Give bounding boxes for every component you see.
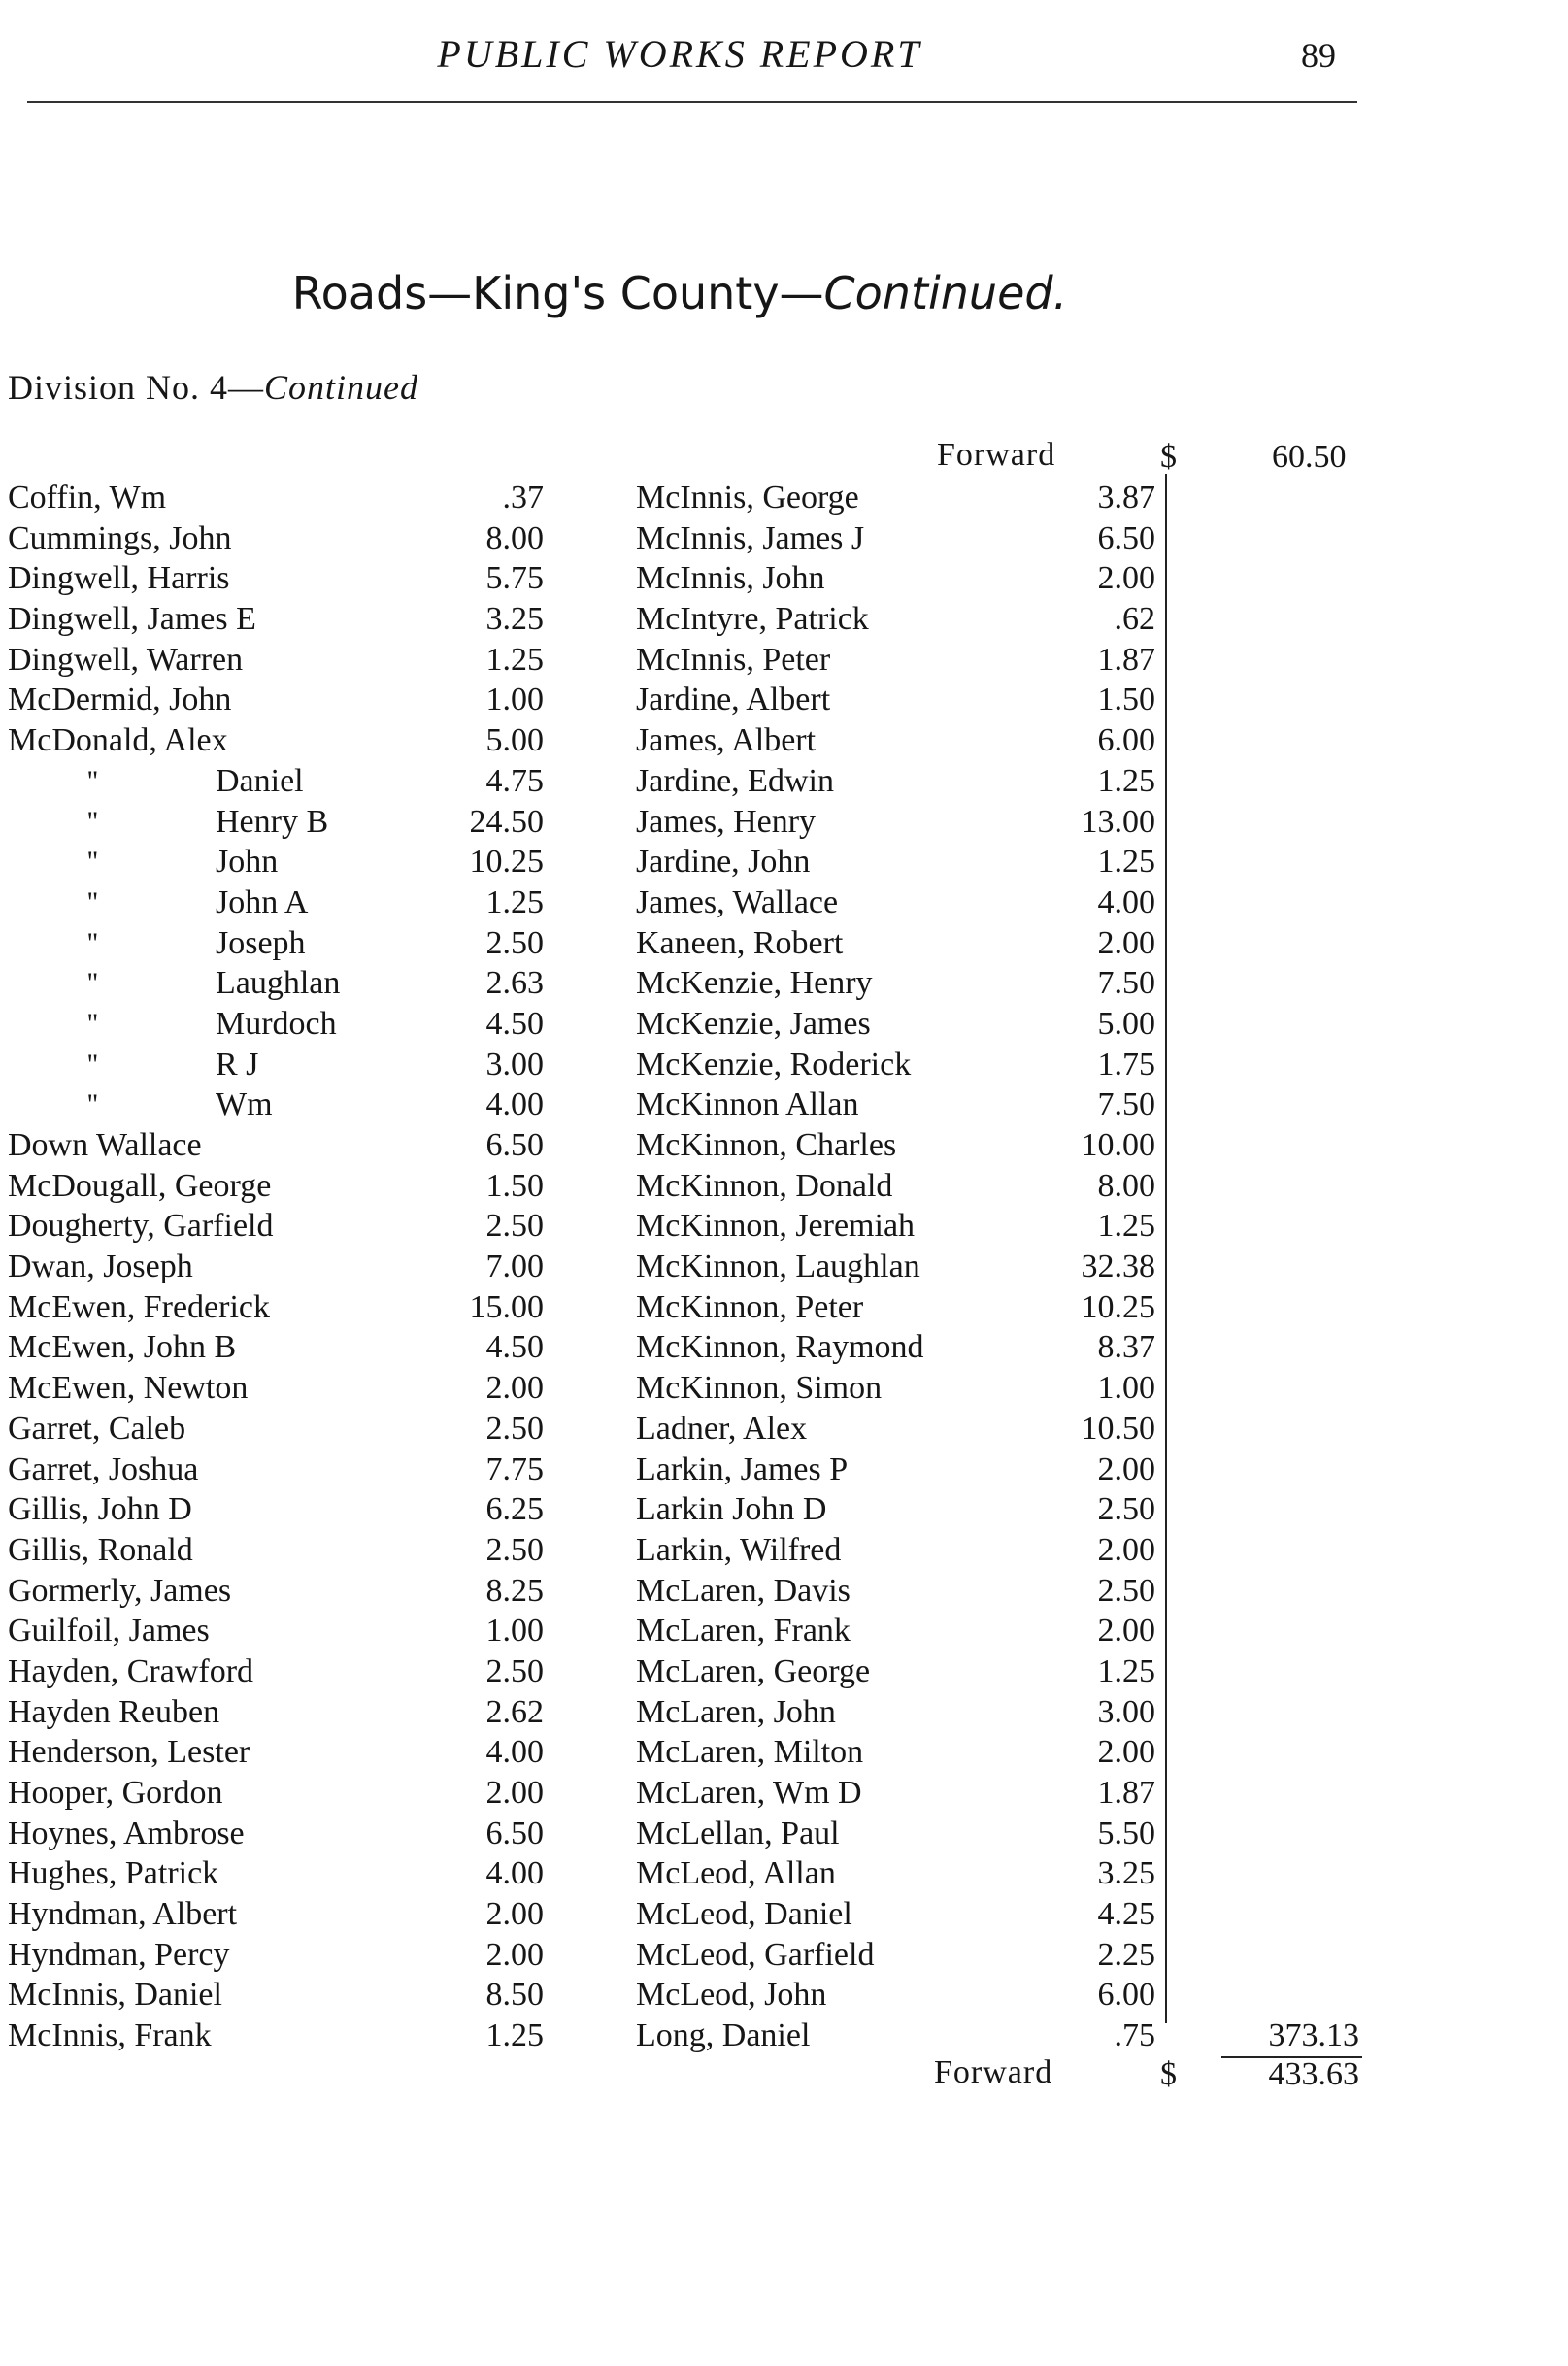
- right-entry-amount: 1.25: [1097, 1208, 1155, 1245]
- left-entry-name: Hayden Reuben: [8, 1693, 220, 1730]
- forward-bottom-dollar: $: [1160, 2056, 1177, 2092]
- right-entry-amount: 6.00: [1097, 1977, 1155, 2014]
- right-entry-name: Jardine, Edwin: [636, 762, 834, 799]
- right-entry-name: McInnis, James J: [636, 519, 865, 556]
- right-entry-amount: 1.25: [1097, 1652, 1155, 1689]
- left-entry-name: McEwen, Frederick: [8, 1288, 271, 1325]
- right-entry-amount: 4.00: [1097, 883, 1155, 920]
- left-entry-amount: 4.50: [485, 1329, 544, 1366]
- left-entry-amount: 1.25: [485, 883, 544, 920]
- right-entry-amount: 1.50: [1097, 682, 1155, 718]
- table-row: [0, 1975, 1359, 2016]
- right-entry-amount: 1.87: [1097, 641, 1155, 678]
- header-rule: [27, 101, 1357, 103]
- right-entry-amount: 5.50: [1097, 1815, 1155, 1851]
- table-row: [0, 478, 1359, 518]
- right-entry-name: McKinnon, Simon: [636, 1370, 883, 1407]
- right-entry-name: McLeod, Daniel: [636, 1896, 852, 1933]
- left-entry-amount: 8.50: [485, 1977, 544, 2014]
- left-entry-amount: .37: [502, 480, 544, 516]
- left-entry-name: Murdoch: [216, 1005, 337, 1042]
- left-entry-amount: 2.63: [485, 965, 544, 1002]
- left-entry-name: Daniel: [216, 762, 304, 799]
- right-entry-name: Larkin, Wilfred: [636, 1531, 842, 1568]
- right-entry-name: McKinnon, Donald: [636, 1167, 893, 1204]
- left-entry-name: Hooper, Gordon: [8, 1775, 223, 1811]
- right-entry-amount: 10.50: [1081, 1410, 1155, 1447]
- page-title-main: Roads—King's County—: [291, 267, 824, 319]
- table-row: [0, 1166, 1359, 1207]
- left-entry-name: Laughlan: [216, 965, 341, 1002]
- left-entry-name: McInnis, Daniel: [8, 1977, 222, 2014]
- left-entry-amount: 2.62: [485, 1693, 544, 1730]
- left-entry-name: Dingwell, James E: [8, 601, 256, 638]
- table-row: [0, 1814, 1359, 1854]
- table-row: [0, 1732, 1359, 1773]
- table-row: [0, 1327, 1359, 1368]
- left-entry-amount: 2.50: [485, 1410, 544, 1447]
- table-row: [0, 1894, 1359, 1935]
- right-entry-name: McKinnon, Laughlan: [636, 1249, 920, 1285]
- left-entry-amount: 1.25: [485, 2017, 544, 2054]
- table-row: [0, 1084, 1359, 1125]
- right-entry-amount: 1.87: [1097, 1775, 1155, 1811]
- table-row: [0, 842, 1359, 883]
- left-entry-amount: 6.25: [485, 1491, 544, 1528]
- right-entry-amount: 32.38: [1081, 1249, 1155, 1285]
- right-entry-name: James, Henry: [636, 803, 817, 840]
- right-entry-amount: 1.25: [1097, 762, 1155, 799]
- table-row: [0, 1651, 1359, 1692]
- left-entry-amount: 7.00: [485, 1249, 544, 1285]
- right-entry-amount: .62: [1114, 601, 1155, 638]
- right-entry-name: Long, Daniel: [636, 2017, 811, 2054]
- left-entry-amount: 2.00: [485, 1936, 544, 1973]
- table-row: [0, 1853, 1359, 1894]
- left-entry-amount: 2.50: [485, 1652, 544, 1689]
- right-entry-amount: 5.00: [1097, 1005, 1155, 1042]
- left-entry-amount: 2.00: [485, 1370, 544, 1407]
- table-row: [0, 680, 1359, 720]
- left-entry-amount: 4.75: [485, 762, 544, 799]
- left-entry-name: R J: [216, 1046, 259, 1083]
- table-row: [0, 963, 1359, 1004]
- left-entry-amount: 10.25: [469, 844, 544, 881]
- table-row: [0, 883, 1359, 923]
- ditto-mark: '': [87, 1088, 98, 1121]
- left-entry-amount: 5.75: [485, 560, 544, 597]
- right-entry-name: McLeod, John: [636, 1977, 827, 2014]
- right-entry-name: Jardine, Albert: [636, 682, 831, 718]
- left-entry-name: McDonald, Alex: [8, 722, 228, 759]
- ditto-mark: '': [87, 805, 98, 838]
- left-entry-name: McDougall, George: [8, 1167, 272, 1204]
- left-entry-amount: 4.00: [485, 1855, 544, 1892]
- right-entry-amount: 2.25: [1097, 1936, 1155, 1973]
- right-entry-amount: 1.00: [1097, 1370, 1155, 1407]
- table-row: [0, 1773, 1359, 1814]
- table-row: [0, 1004, 1359, 1045]
- left-entry-name: Gillis, Ronald: [8, 1531, 193, 1568]
- left-entry-name: Gormerly, James: [8, 1572, 232, 1609]
- right-entry-name: McKinnon, Jeremiah: [636, 1208, 916, 1245]
- table-row: [0, 640, 1359, 681]
- left-entry-name: Hyndman, Albert: [8, 1896, 238, 1933]
- table-row: [0, 599, 1359, 640]
- left-entry-name: McDermid, John: [8, 682, 232, 718]
- right-entry-amount: 3.87: [1097, 480, 1155, 516]
- ledger-entries: [0, 478, 1359, 2056]
- ditto-mark: '': [87, 1007, 98, 1040]
- right-entry-amount: 6.00: [1097, 722, 1155, 759]
- right-entry-name: McKinnon, Raymond: [636, 1329, 924, 1366]
- left-entry-name: Dingwell, Warren: [8, 641, 244, 678]
- right-entry-amount: 8.37: [1097, 1329, 1155, 1366]
- table-row: [0, 923, 1359, 964]
- left-entry-name: Henry B: [216, 803, 329, 840]
- column-total: 373.13: [1268, 2017, 1359, 2053]
- right-entry-name: Jardine, John: [636, 844, 811, 881]
- right-entry-amount: 2.00: [1097, 1734, 1155, 1771]
- left-entry-name: Garret, Joshua: [8, 1450, 199, 1487]
- page-title: [0, 267, 1359, 319]
- left-entry-name: Cummings, John: [8, 519, 232, 556]
- right-entry-amount: 13.00: [1081, 803, 1155, 840]
- left-entry-amount: 6.50: [485, 1127, 544, 1163]
- right-entry-name: McIntyre, Patrick: [636, 601, 869, 638]
- right-entry-amount: 6.50: [1097, 519, 1155, 556]
- right-entry-amount: 1.25: [1097, 844, 1155, 881]
- right-entry-name: McLaren, Wm D: [636, 1775, 862, 1811]
- table-row: [0, 1247, 1359, 1287]
- left-entry-amount: 15.00: [469, 1288, 544, 1325]
- table-row: [0, 1287, 1359, 1328]
- left-entry-amount: 24.50: [469, 803, 544, 840]
- table-row: [0, 558, 1359, 599]
- forward-top-label: Forward: [937, 437, 1056, 473]
- left-entry-name: Gillis, John D: [8, 1491, 192, 1528]
- table-row: [0, 1045, 1359, 1085]
- ditto-mark: '': [87, 1048, 98, 1081]
- left-entry-name: Hughes, Patrick: [8, 1855, 219, 1892]
- right-entry-amount: 2.00: [1097, 560, 1155, 597]
- left-entry-name: Dwan, Joseph: [8, 1249, 193, 1285]
- division-label: Division No. 4—: [8, 368, 265, 407]
- right-entry-name: McInnis, George: [636, 480, 859, 516]
- left-entry-name: Garret, Caleb: [8, 1410, 186, 1447]
- left-entry-name: Down Wallace: [8, 1127, 202, 1163]
- right-entry-name: McKenzie, James: [636, 1005, 871, 1042]
- left-entry-name: McInnis, Frank: [8, 2017, 212, 2054]
- right-entry-amount: 2.00: [1097, 1613, 1155, 1650]
- left-entry-amount: 8.25: [485, 1572, 544, 1609]
- left-entry-amount: 5.00: [485, 722, 544, 759]
- right-entry-name: Ladner, Alex: [636, 1410, 808, 1447]
- left-entry-name: Guilfoil, James: [8, 1613, 210, 1650]
- right-entry-name: McLeod, Allan: [636, 1855, 836, 1892]
- column-rule: [1165, 474, 1167, 2023]
- ditto-mark: '': [87, 764, 98, 797]
- left-entry-name: John: [216, 844, 279, 881]
- forward-bottom-label: Forward: [934, 2054, 1053, 2090]
- right-entry-name: McKinnon, Charles: [636, 1127, 897, 1163]
- left-entry-name: McEwen, Newton: [8, 1370, 249, 1407]
- table-row: [0, 1692, 1359, 1733]
- right-entry-amount: 2.00: [1097, 1531, 1155, 1568]
- right-entry-amount: 2.50: [1097, 1491, 1155, 1528]
- ditto-mark: '': [87, 846, 98, 879]
- table-row: [0, 1611, 1359, 1651]
- right-entry-name: Larkin, James P: [636, 1450, 849, 1487]
- right-entry-amount: 1.75: [1097, 1046, 1155, 1083]
- right-entry-amount: 7.50: [1097, 965, 1155, 1002]
- left-entry-name: Dougherty, Garfield: [8, 1208, 274, 1245]
- right-entry-amount: 2.00: [1097, 924, 1155, 961]
- division-continued: Continued: [264, 368, 419, 407]
- ditto-mark: '': [87, 967, 98, 1000]
- right-entry-name: McLaren, Davis: [636, 1572, 851, 1609]
- right-entry-name: McKinnon, Peter: [636, 1288, 864, 1325]
- left-entry-amount: 2.50: [485, 1531, 544, 1568]
- right-entry-name: McLellan, Paul: [636, 1815, 840, 1851]
- left-entry-name: Dingwell, Harris: [8, 560, 230, 597]
- right-entry-amount: .75: [1114, 2017, 1155, 2054]
- left-entry-amount: 4.00: [485, 1734, 544, 1771]
- left-entry-name: McEwen, John B: [8, 1329, 237, 1366]
- left-entry-amount: 8.00: [485, 519, 544, 556]
- running-header-title: PUBLIC WORKS REPORT: [437, 32, 922, 76]
- left-entry-amount: 4.50: [485, 1005, 544, 1042]
- right-entry-amount: 7.50: [1097, 1086, 1155, 1123]
- table-row: [0, 1935, 1359, 1976]
- left-entry-amount: 1.25: [485, 641, 544, 678]
- table-row: [0, 802, 1359, 843]
- table-row: [0, 720, 1359, 761]
- left-entry-amount: 2.50: [485, 924, 544, 961]
- left-entry-amount: 4.00: [485, 1086, 544, 1123]
- page-number: 89: [1301, 36, 1336, 75]
- left-entry-amount: 3.00: [485, 1046, 544, 1083]
- left-entry-amount: 1.00: [485, 1613, 544, 1650]
- left-entry-amount: 7.75: [485, 1450, 544, 1487]
- left-entry-amount: 2.50: [485, 1208, 544, 1245]
- right-entry-name: McKinnon Allan: [636, 1086, 859, 1123]
- right-entry-name: McInnis, John: [636, 560, 825, 597]
- right-entry-name: McKenzie, Roderick: [636, 1046, 912, 1083]
- left-entry-amount: 3.25: [485, 601, 544, 638]
- right-entry-name: James, Wallace: [636, 883, 839, 920]
- left-entry-name: Henderson, Lester: [8, 1734, 250, 1771]
- right-entry-name: James, Albert: [636, 722, 817, 759]
- left-entry-name: Hayden, Crawford: [8, 1652, 254, 1689]
- table-row: [0, 1206, 1359, 1247]
- forward-top-amount: 60.50: [1272, 439, 1347, 475]
- page-title-continued: Continued.: [823, 267, 1068, 319]
- left-entry-name: Hoynes, Ambrose: [8, 1815, 245, 1851]
- left-entry-name: Wm: [216, 1086, 273, 1123]
- table-row: [0, 2016, 1359, 2056]
- ditto-mark: '': [87, 926, 98, 959]
- right-entry-amount: 3.25: [1097, 1855, 1155, 1892]
- left-entry-amount: 2.00: [485, 1896, 544, 1933]
- table-row: [0, 1409, 1359, 1450]
- right-entry-amount: 3.00: [1097, 1693, 1155, 1730]
- right-entry-name: McLaren, Milton: [636, 1734, 864, 1771]
- right-entry-amount: 8.00: [1097, 1167, 1155, 1204]
- table-row: [0, 1571, 1359, 1612]
- right-entry-amount: 10.25: [1081, 1288, 1155, 1325]
- left-entry-name: Coffin, Wm: [8, 480, 167, 516]
- division-heading: [8, 367, 418, 408]
- left-entry-name: John A: [216, 883, 309, 920]
- right-entry-name: McLaren, John: [636, 1693, 836, 1730]
- right-entry-name: McLeod, Garfield: [636, 1936, 875, 1973]
- left-entry-name: Hyndman, Percy: [8, 1936, 230, 1973]
- right-entry-name: McLaren, Frank: [636, 1613, 851, 1650]
- right-entry-name: Kaneen, Robert: [636, 924, 844, 961]
- table-row: [0, 1450, 1359, 1490]
- right-entry-name: McKenzie, Henry: [636, 965, 873, 1002]
- right-entry-amount: 10.00: [1081, 1127, 1155, 1163]
- left-entry-amount: 2.00: [485, 1775, 544, 1811]
- right-entry-amount: 4.25: [1097, 1896, 1155, 1933]
- table-row: [0, 1368, 1359, 1409]
- right-entry-amount: 2.50: [1097, 1572, 1155, 1609]
- right-entry-name: Larkin John D: [636, 1491, 827, 1528]
- table-row: [0, 761, 1359, 802]
- table-row: [0, 1125, 1359, 1166]
- left-entry-amount: 1.00: [485, 682, 544, 718]
- ditto-mark: '': [87, 885, 98, 918]
- right-entry-name: McLaren, George: [636, 1652, 871, 1689]
- forward-bottom-amount: 433.63: [1268, 2056, 1359, 2092]
- right-entry-name: McInnis, Peter: [636, 641, 831, 678]
- table-row: [0, 1489, 1359, 1530]
- left-entry-name: Joseph: [216, 924, 306, 961]
- left-entry-amount: 1.50: [485, 1167, 544, 1204]
- left-entry-amount: 6.50: [485, 1815, 544, 1851]
- forward-top-dollar: $: [1160, 439, 1177, 475]
- table-row: [0, 518, 1359, 559]
- right-entry-amount: 2.00: [1097, 1450, 1155, 1487]
- table-row: [0, 1530, 1359, 1571]
